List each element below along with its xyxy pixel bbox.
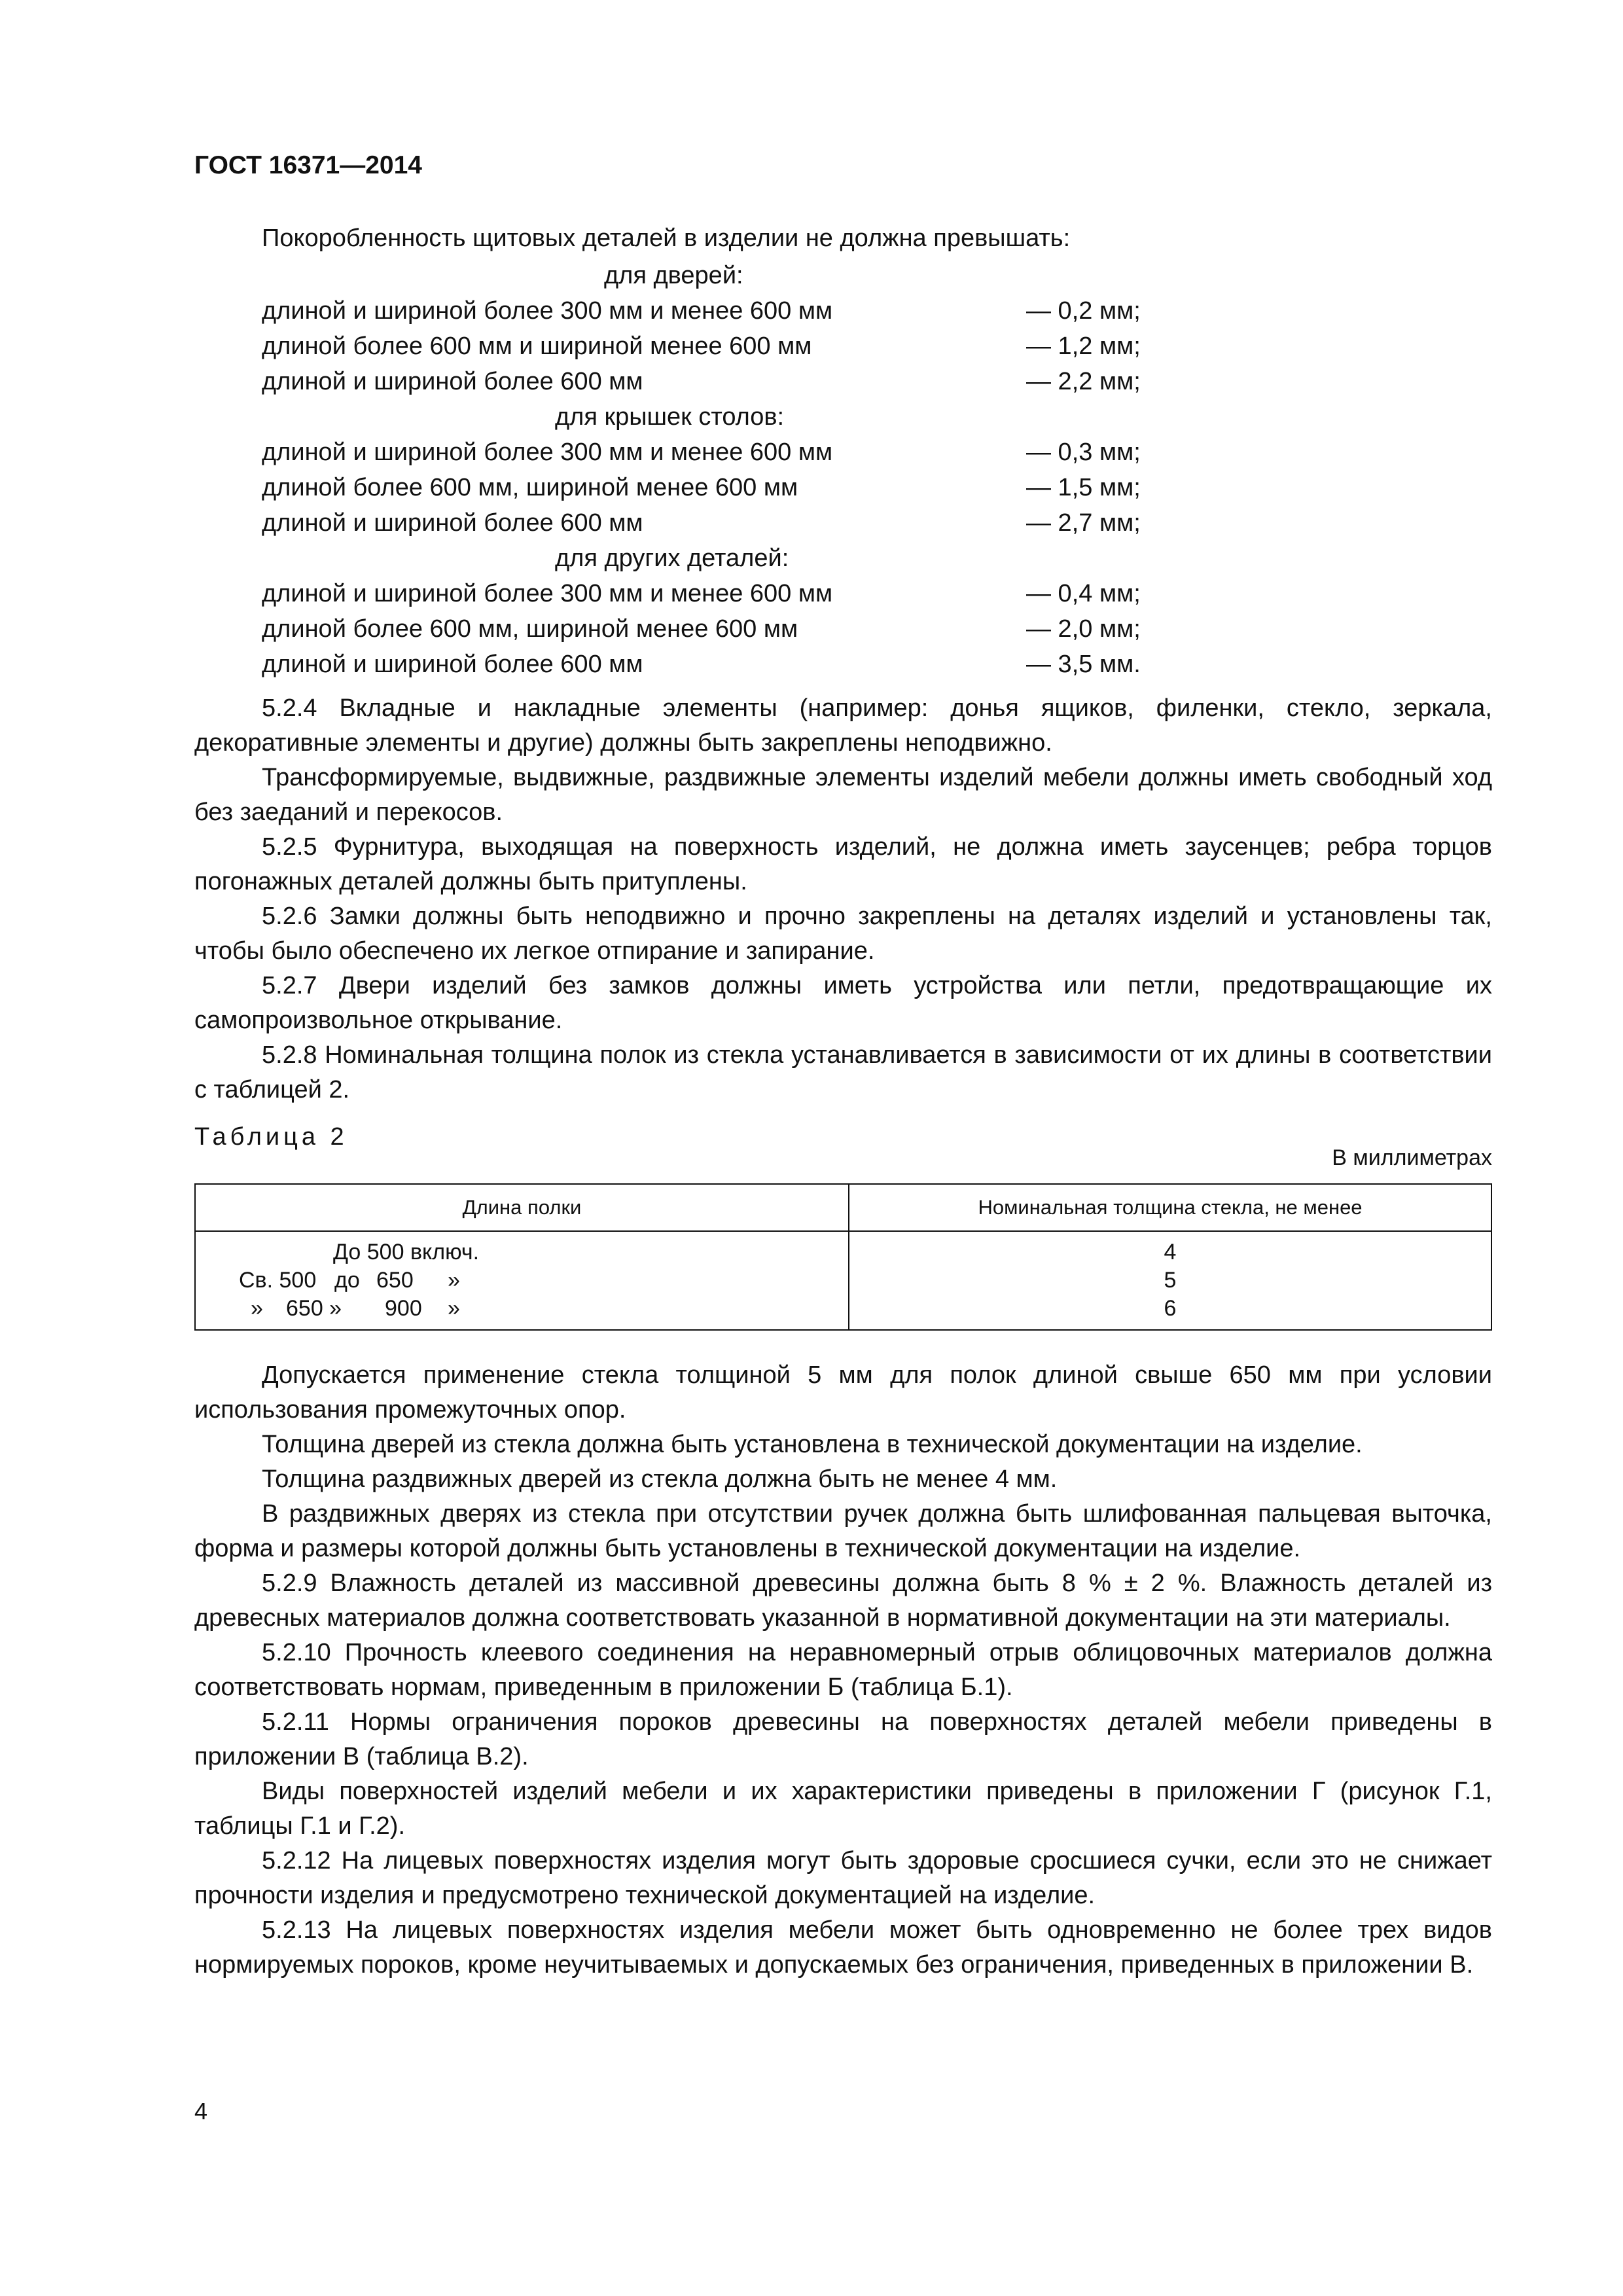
row-value: — 3,5 мм. bbox=[1026, 651, 1141, 678]
paragraph-5-2-5: 5.2.5 Фурнитура, выходящая на поверхность изделий, не должна иметь заусенцев; ребра торцов погонажных деталей должны быть притуплены. bbox=[194, 833, 1492, 895]
thickness-value: 4 bbox=[1164, 1240, 1177, 1265]
row-value: — 2,2 мм; bbox=[1026, 368, 1141, 395]
paragraphs-bottom bbox=[194, 1358, 1492, 1982]
page-number: 4 bbox=[194, 2098, 208, 2125]
length-ditto: » bbox=[448, 1296, 460, 1321]
length-prefix: Св. 500 bbox=[239, 1268, 317, 1293]
paragraphs-top bbox=[194, 691, 1492, 1107]
row-label: длиной и шириной более 300 мм и менее 600 мм bbox=[262, 580, 833, 607]
thickness-cell bbox=[849, 1231, 1491, 1330]
paragraph-5-2-10: 5.2.10 Прочность клеевого соединения на неравномерный отрыв облицовочных материалов должна соответствовать нормам, приведенным в приложении Б (таблица Б.1). bbox=[194, 1639, 1492, 1701]
warpage-row bbox=[262, 615, 1178, 649]
paragraph-sliding-door-thickness: Толщина раздвижных дверей из стекла должна быть не менее 4 мм. bbox=[262, 1465, 1058, 1493]
length-mid: 650 » bbox=[286, 1296, 342, 1321]
table-body-row bbox=[195, 1231, 1491, 1330]
group-title: для крышек столов: bbox=[555, 403, 785, 431]
paragraph-5-2-11: 5.2.11 Нормы ограничения пороков древесины на поверхностях деталей мебели приведены в приложении В (таблица В.2). bbox=[194, 1708, 1492, 1770]
length-cell bbox=[195, 1231, 849, 1330]
column-header-length: Длина полки bbox=[195, 1184, 849, 1231]
row-label: длиной и шириной более 300 мм и менее 600 мм bbox=[262, 439, 833, 466]
warpage-row bbox=[262, 332, 1178, 367]
row-value: — 2,0 мм; bbox=[1026, 615, 1141, 643]
row-label: длиной и шириной более 600 мм bbox=[262, 509, 643, 537]
row-label: длиной более 600 мм, шириной менее 600 мм bbox=[262, 615, 798, 643]
warpage-intro: Покоробленность щитовых деталей в изделии не должна превышать: bbox=[262, 224, 1071, 252]
document-header: ГОСТ 16371—2014 bbox=[194, 151, 422, 179]
paragraph-5-2-13: 5.2.13 На лицевых поверхностях изделия мебели может быть одновременно не более трех видов нормируемых пороков, кроме неучитываемых и допускаемых без ограничения, приведенных в приложении В. bbox=[194, 1916, 1492, 1979]
length-text: До 500 включ. bbox=[333, 1240, 480, 1265]
length-mid: до bbox=[334, 1268, 360, 1293]
row-value: — 0,3 мм; bbox=[1026, 439, 1141, 466]
group-title: для других деталей: bbox=[555, 545, 789, 572]
table-row bbox=[196, 1238, 847, 1266]
paragraph-5-2-6: 5.2.6 Замки должны быть неподвижно и прочно закреплены на деталях изделий и установлены так, чтобы было обеспечено их легкое отпирание и запирание. bbox=[194, 903, 1492, 965]
row-label: длиной более 600 мм, шириной менее 600 мм bbox=[262, 474, 798, 501]
column-header-thickness: Номинальная толщина стекла, не менее bbox=[849, 1184, 1491, 1231]
warpage-row bbox=[262, 297, 1178, 331]
row-label: длиной и шириной более 600 мм bbox=[262, 368, 643, 395]
row-value: — 1,5 мм; bbox=[1026, 474, 1141, 501]
table-header-row bbox=[195, 1184, 1491, 1231]
paragraph-5-2-8: 5.2.8 Номинальная толщина полок из стекла устанавливается в зависимости от их длины в соответствии с таблицей 2. bbox=[194, 1041, 1492, 1103]
paragraph-finger-groove: В раздвижных дверях из стекла при отсутствии ручек должна быть шлифованная пальцевая выточка, форма и размеры которой должны быть установлены в технической документации на изделие. bbox=[194, 1500, 1492, 1562]
length-ditto: » bbox=[448, 1268, 460, 1293]
row-label: длиной и шириной более 600 мм bbox=[262, 651, 643, 678]
row-label: длиной и шириной более 300 мм и менее 600 мм bbox=[262, 297, 833, 325]
row-value: — 2,7 мм; bbox=[1026, 509, 1141, 537]
warpage-row bbox=[262, 439, 1178, 473]
row-value: — 0,4 мм; bbox=[1026, 580, 1141, 607]
paragraph-surface-types: Виды поверхностей изделий мебели и их характеристики приведены в приложении Г (рисунок Г.1, таблицы Г.1 и Г.2). bbox=[194, 1778, 1492, 1840]
paragraph-5-2-12: 5.2.12 На лицевых поверхностях изделия могут быть здоровые сросшиеся сучки, если это не снижает прочности изделия и предусмотрено технической документацией на изделие. bbox=[194, 1847, 1492, 1909]
row-value: — 0,2 мм; bbox=[1026, 297, 1141, 325]
warpage-row bbox=[262, 474, 1178, 508]
thickness-value: 6 bbox=[1164, 1296, 1177, 1321]
table-row bbox=[196, 1295, 847, 1323]
paragraph-5-2-7: 5.2.7 Двери изделий без замков должны иметь устройства или петли, предотвращающие их самопроизвольное открывание. bbox=[194, 972, 1492, 1034]
thickness-value: 5 bbox=[1164, 1268, 1177, 1293]
paragraph-glass-5mm: Допускается применение стекла толщиной 5 мм для полок длиной свыше 650 мм при условии использования промежуточных опор. bbox=[194, 1361, 1492, 1424]
length-prefix: » bbox=[251, 1296, 263, 1321]
paragraph-5-2-4: 5.2.4 Вкладные и накладные элементы (например: донья ящиков, филенки, стекло, зеркала, декоративные элементы и другие) должны быть закреплены неподвижно. bbox=[194, 694, 1492, 757]
length-value: 900 bbox=[385, 1296, 422, 1321]
warpage-row bbox=[262, 509, 1178, 543]
group-title: для дверей: bbox=[604, 262, 743, 289]
row-label: длиной более 600 мм и шириной менее 600 мм bbox=[262, 332, 812, 360]
warpage-row bbox=[262, 651, 1178, 685]
paragraph-transformable: Трансформируемые, выдвижные, раздвижные элементы изделий мебели должны иметь свободный ход без заеданий и перекосов. bbox=[194, 764, 1492, 826]
table-caption: Таблица 2 bbox=[194, 1123, 348, 1151]
table-row bbox=[196, 1266, 847, 1295]
warpage-row bbox=[262, 368, 1178, 402]
paragraph-glass-door-thickness: Толщина дверей из стекла должна быть установлена в технической документации на изделие. bbox=[262, 1431, 1363, 1458]
table-unit: В миллиметрах bbox=[1332, 1145, 1492, 1170]
length-value: 650 bbox=[376, 1268, 414, 1293]
table-2 bbox=[194, 1183, 1492, 1331]
paragraph-5-2-9: 5.2.9 Влажность деталей из массивной древесины должна быть 8 % ± 2 %. Влажность деталей из древесных материалов должна соответствовать указанной в нормативной документации на эти материалы. bbox=[194, 1570, 1492, 1632]
warpage-row bbox=[262, 580, 1178, 614]
row-value: — 1,2 мм; bbox=[1026, 332, 1141, 360]
